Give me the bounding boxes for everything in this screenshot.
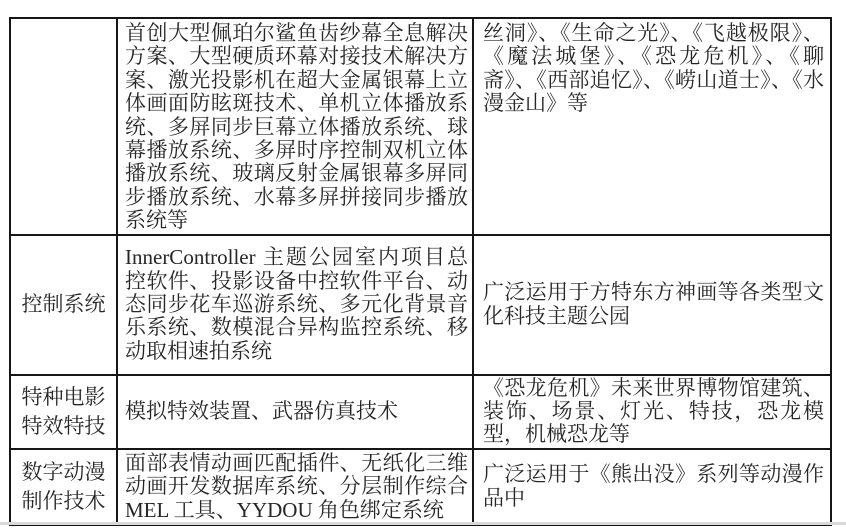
category-cell <box>10 18 117 235</box>
category-cell: 控制系统 <box>10 235 117 375</box>
technology-cell: 首创大型佩珀尔鲨鱼齿纱幕全息解决方案、大型硬质环幕对接技术解决方案、激光投影机在超大金属银幕上立体画面防眩斑技术、单机立体播放系统、多屏同步巨幕立体播放系统、球幕播放系统、多屏时序控制双机立体播放系统、玻璃反射金属银幕多屏同步播放系统、水幕多屏拼接同步播放系统等 <box>117 18 473 235</box>
page-edge-shadow <box>0 522 846 525</box>
technology-cell: InnerController 主题公园室内项目总控软件、投影设备中控软件平台、动态同步花车巡游系统、多元化背景音乐系统、数模混合异构监控系统、移动取相速拍系统 <box>117 235 473 375</box>
technology-table <box>9 17 832 526</box>
application-cell: 《恐龙危机》未来世界博物馆建筑、装饰、场景、灯光、特技，恐龙模型，机械恐龙等 <box>473 375 831 449</box>
table-row <box>10 375 831 449</box>
application-cell: 广泛运用于方特东方神画等各类型文化科技主题公园 <box>473 235 831 375</box>
technology-cell: 面部表情动画匹配插件、无纸化三维动画开发数据库系统、分层制作综合 MEL 工具、YYDOU 角色绑定系统 <box>117 449 473 525</box>
application-cell: 广泛运用于《熊出没》系列等动漫作品中 <box>473 449 831 525</box>
table-row <box>10 18 831 235</box>
category-cell: 特种电影特效特技 <box>10 375 117 449</box>
application-cell: 丝洞》、《生命之光》、《飞越极限》、《魔法城堡》、《恐龙危机》、《聊斋》、《西部追忆》、《崂山道士》、《水漫金山》等 <box>473 18 831 235</box>
category-cell: 数字动漫制作技术 <box>10 449 117 525</box>
table-row <box>10 235 831 375</box>
table-row <box>10 449 831 525</box>
technology-cell: 模拟特效装置、武器仿真技术 <box>117 375 473 449</box>
